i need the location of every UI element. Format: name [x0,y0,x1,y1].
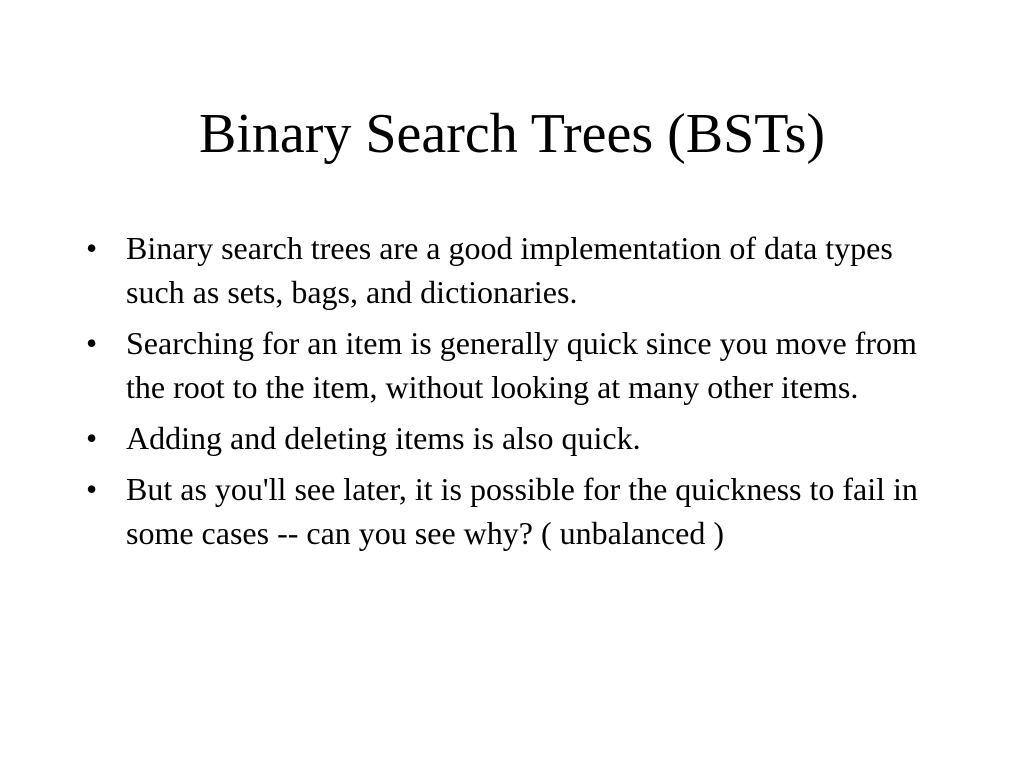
bullet-icon: • [86,471,98,507]
bullet-list [84,226,944,562]
bullet-item [84,321,944,409]
bullet-text: Searching for an item is generally quick since you move from the root to the item, without looking at many other items. [126,325,917,405]
bullet-item [84,467,944,555]
bullet-text: Binary search trees are a good implementation of data types such as sets, bags, and dictionaries. [126,230,893,310]
bullet-icon: • [86,325,98,361]
bullet-item [84,416,944,460]
bullet-text: Adding and deleting items is also quick. [126,420,641,456]
bullet-item [84,226,944,314]
bullet-icon: • [86,420,98,456]
bullet-icon: • [86,230,98,266]
bullet-text: But as you'll see later, it is possible for the quickness to fail in some cases -- can you see why? ( unbalanced ) [126,471,918,551]
slide-title: Binary Search Trees (BSTs) [198,103,826,165]
